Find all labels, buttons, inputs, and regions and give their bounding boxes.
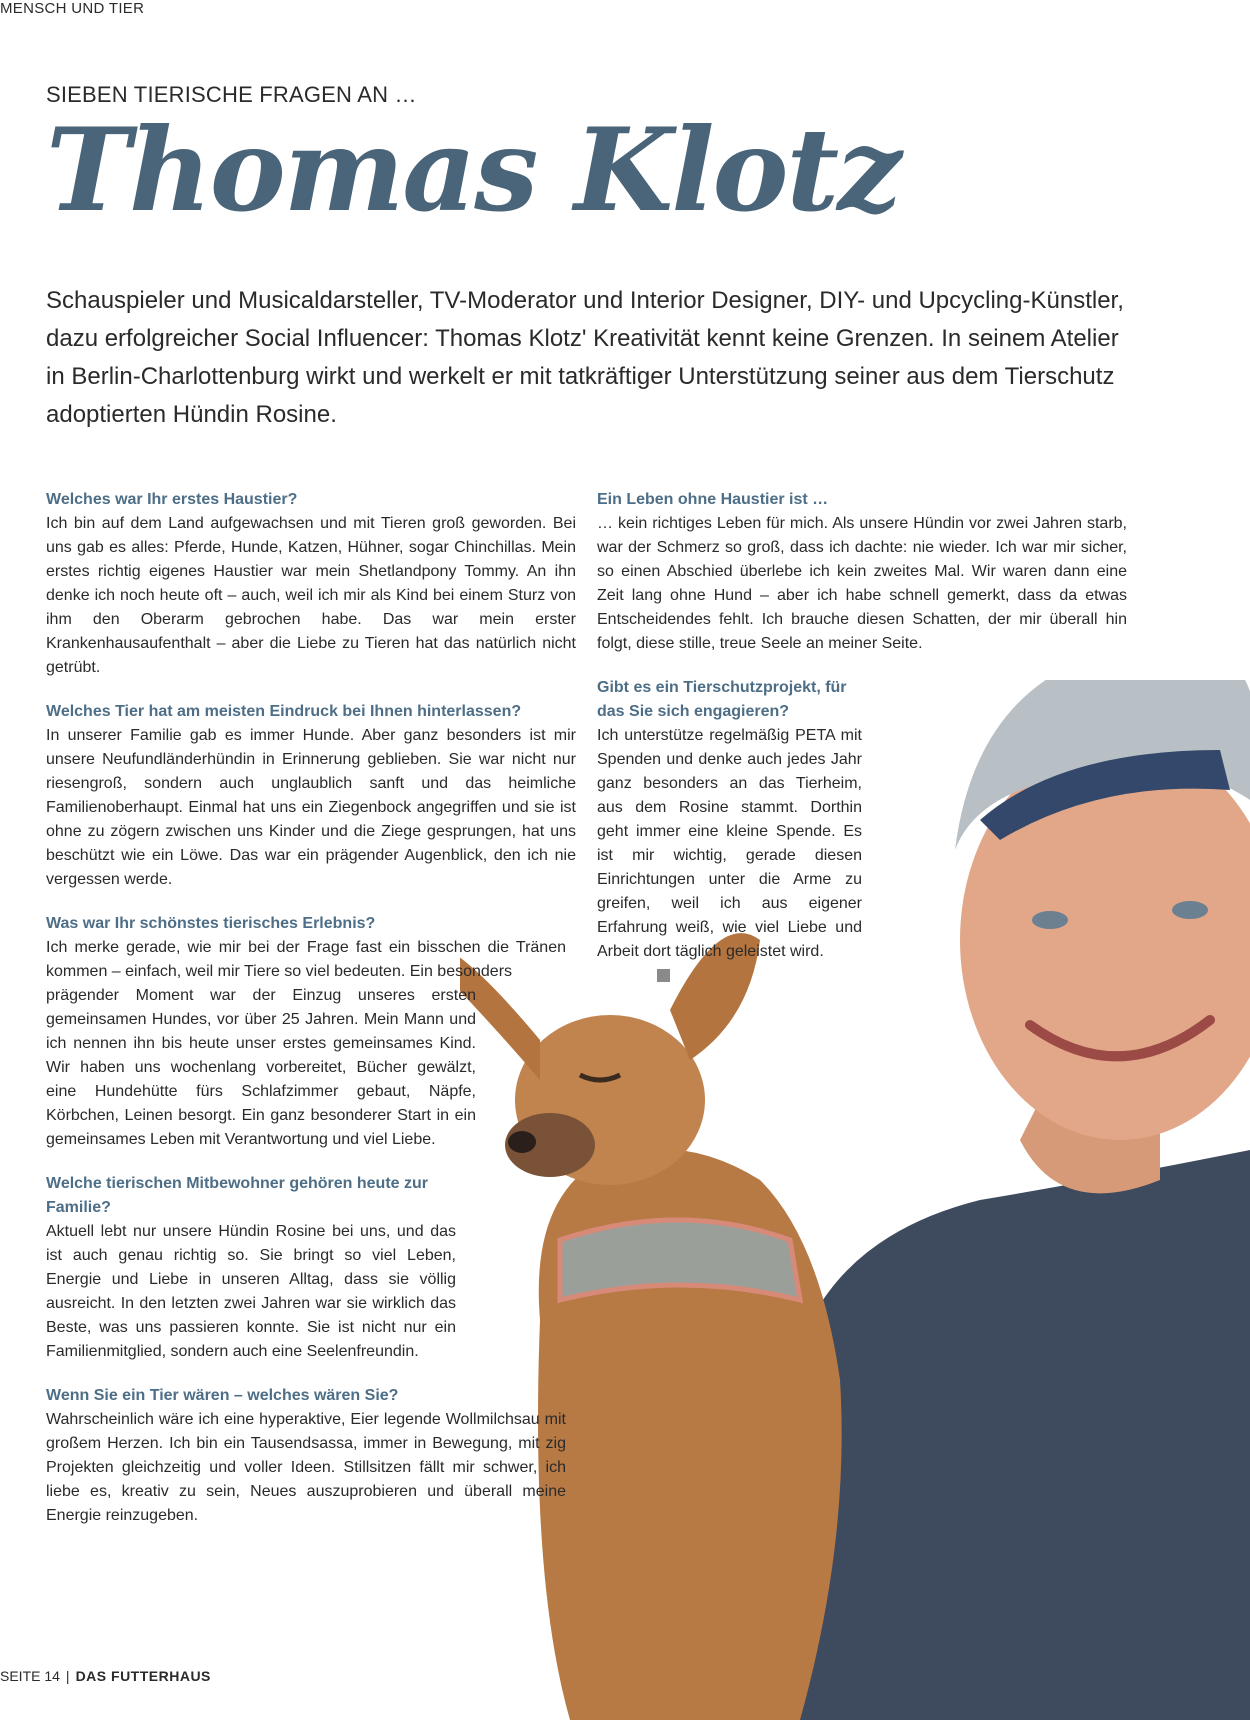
footer-separator: |	[65, 1668, 70, 1684]
brand-name: DAS FUTTERHAUS	[75, 1668, 211, 1684]
kicker: SIEBEN TIERISCHE FRAGEN AN …	[46, 82, 417, 107]
answer: Wahrscheinlich wäre ich eine hyperaktive, Eier legende Wollmilchsau mit großem Herzen. Ich bin ein Tausendsassa, immer in Bewegung, mit zig Projekten gleichzeitig und voller Ideen. Stillsitzen fällt mir schwer, ich liebe es, kreativ zu sein, Neues auszuprobieren und überall meine Energie reinzugeben.	[46, 1411, 566, 1524]
qa-block	[46, 488, 576, 680]
right-column	[597, 488, 1127, 1008]
qa-block	[46, 1384, 566, 1528]
qa-block	[46, 700, 576, 892]
footer	[0, 1668, 211, 1684]
question: Was war Ihr schönstes tierisches Erlebnis?	[46, 915, 376, 932]
question: Wenn Sie ein Tier wären – welches wären Sie?	[46, 1387, 399, 1404]
qa-block	[597, 488, 1127, 656]
answer: In unserer Familie gab es immer Hunde. Aber ganz besonders ist mir unsere Neufundländerhündin in Erinnerung geblieben. Sie war nicht nur riesengroß, sondern auch unglaublich sanft und das heimliche Familienoberhaupt. Einmal hat uns ein Ziegenbock angegriffen und sie ist ohne zu zögern zwischen uns Kinder und die Ziege gesprungen, hat uns beschützt wie ein Löwe. Das war ein prägender Augenblick, den ich nie vergessen werde.	[46, 727, 576, 888]
question: Welches war Ihr erstes Haustier?	[46, 491, 298, 508]
section-label: MENSCH UND TIER	[0, 0, 145, 17]
question: Welches Tier hat am meisten Eindruck bei Ihnen hinterlassen?	[46, 703, 522, 720]
answer: Ich merke gerade, wie mir bei der Frage fast ein bisschen die Tränen kommen – einfach, weil mir Tiere so viel bedeuten. Ein besonders	[46, 939, 566, 980]
answer-continued: prägender Moment war der Einzug unseres ersten gemeinsamen Hundes, vor über 25 Jahren. Mein Mann und ich nennen ihn bis heute unser erstes gemeinsames Kind. Wir haben uns wochenlang vorbereitet, Bücher gewälzt, eine Hundehütte fürs Schlafzimmer gebaut, Näpfe, Körbchen, Leinen besorgt. Ein ganz besonderer Start in ein gemeinsames Leben mit Verantwortung und viel Liebe.	[46, 987, 476, 1148]
question: Welche tierischen Mitbewohner gehören heute zur Familie?	[46, 1175, 428, 1216]
lead-paragraph: Schauspieler und Musicaldarsteller, TV-Moderator und Interior Designer, DIY- und Upcycling-Künstler, dazu erfolgreicher Social Influencer: Thomas Klotz' Kreativität kennt keine Grenzen. In seinem Atelier in Berlin-Charlottenburg wirkt und werkelt er mit tatkräftiger Unterstützung seiner aus dem Tierschutz adoptierten Hündin Rosine.	[46, 287, 1124, 428]
qa-block	[46, 912, 576, 1152]
qa-block	[46, 1172, 456, 1364]
answer: … kein richtiges Leben für mich. Als unsere Hündin vor zwei Jahren starb, war der Schmerz so groß, dass ich dachte: nie wieder. Ich war mir sicher, so einen Abschied überlebe ich kein zweites Mal. Wir waren dann eine Zeit lang ohne Hund – aber ich habe schnell gemerkt, dass da etwas Entscheidendes fehlt. Ich brauche diesen Schatten, der mir überall hin folgt, diese stille, treue Seele an meiner Seite.	[597, 515, 1127, 652]
page-number: SEITE 14	[0, 1668, 60, 1684]
end-mark-icon	[657, 969, 670, 982]
question: Ein Leben ohne Haustier ist …	[597, 491, 829, 508]
question: Gibt es ein Tierschutzprojekt, für das Sie sich engagieren?	[597, 679, 847, 720]
left-column	[46, 488, 576, 1548]
answer: Aktuell lebt nur unsere Hündin Rosine bei uns, und das ist auch genau richtig so. Sie bringt so viel Leben, Energie und Liebe in unseren Alltag, dass sie völlig ausreicht. In den letzten zwei Jahren war sie wirklich das Beste, was uns passieren konnte. Sie ist nicht nur ein Familienmitglied, sondern auch eine Seelenfreundin.	[46, 1223, 456, 1360]
qa-block	[597, 676, 862, 988]
page-title: Thomas Klotz	[46, 103, 900, 237]
answer: Ich unterstütze regelmäßig PETA mit Spenden und denke auch jedes Jahr ganz besonders an das Tierheim, aus dem Rosine stammt. Dorthin geht immer eine kleine Spende. Es ist mir wichtig, gerade diesen Einrichtungen unter die Arme zu greifen, weil ich aus eigener Erfahrung weiß, wie viel Liebe und Arbeit dort täglich geleistet wird.	[597, 727, 862, 960]
answer: Ich bin auf dem Land aufgewachsen und mit Tieren groß geworden. Bei uns gab es alles: Pferde, Hunde, Katzen, Hühner, sogar Chinchillas. Mein erstes richtig eigenes Haustier war mein Shetlandpony Tommy. An ihn denke ich noch heute oft – auch, weil ich mir als Kind bei einem Sturz von ihm den Oberarm gebrochen habe. Das war mein erster Krankenhausaufenthalt – aber die Liebe zu Tieren hat das natürlich nicht getrübt.	[46, 515, 576, 676]
